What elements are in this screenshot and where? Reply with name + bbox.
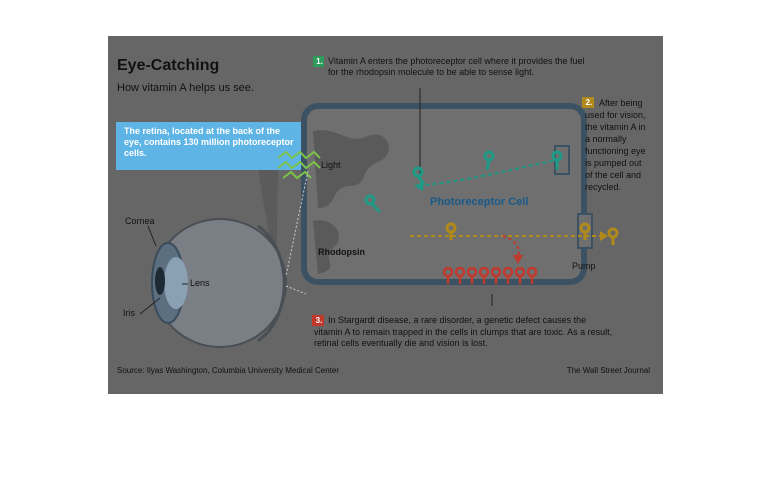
pump-label: Pump <box>572 261 596 271</box>
source-note: Source: Ilyas Washington, Columbia University Medical Center <box>117 366 340 375</box>
callout-text: The retina, located at the back of the eye, contains 130 million photoreceptor cells. <box>124 126 294 158</box>
step3-number: 3. <box>315 316 323 325</box>
cornea-label: Cornea <box>125 216 155 226</box>
step1-text: Vitamin A enters the photoreceptor cell where it provides the fuel for the rhodopsin molecule to be able to sense light. <box>328 56 585 77</box>
step2-number: 2. <box>585 98 593 107</box>
iris-label: Iris <box>123 308 135 318</box>
title: Eye-Catching <box>117 57 220 74</box>
credit: The Wall Street Journal <box>566 366 650 375</box>
infographic-panel <box>108 36 663 394</box>
rhodopsin-label: Rhodopsin <box>318 247 365 257</box>
light-label: Light <box>321 160 341 170</box>
step3-text: In Stargardt disease, a rare disorder, a genetic defect causes the vitamin A to remain trapped in the cells in clumps that are toxic. As a result, retinal cells eventually die and vision is lost. <box>314 315 613 348</box>
eye-illustration <box>152 219 286 347</box>
step1-number: 1. <box>316 57 323 66</box>
lens-label: Lens <box>190 278 210 288</box>
photoreceptor-cell-label: Photoreceptor Cell <box>430 196 529 208</box>
step2-text: After being used for vision, the vitamin A in a normally functioning eye is pumped out of the cell and recycled. <box>585 98 646 192</box>
subtitle: How vitamin A helps us see. <box>117 82 254 94</box>
